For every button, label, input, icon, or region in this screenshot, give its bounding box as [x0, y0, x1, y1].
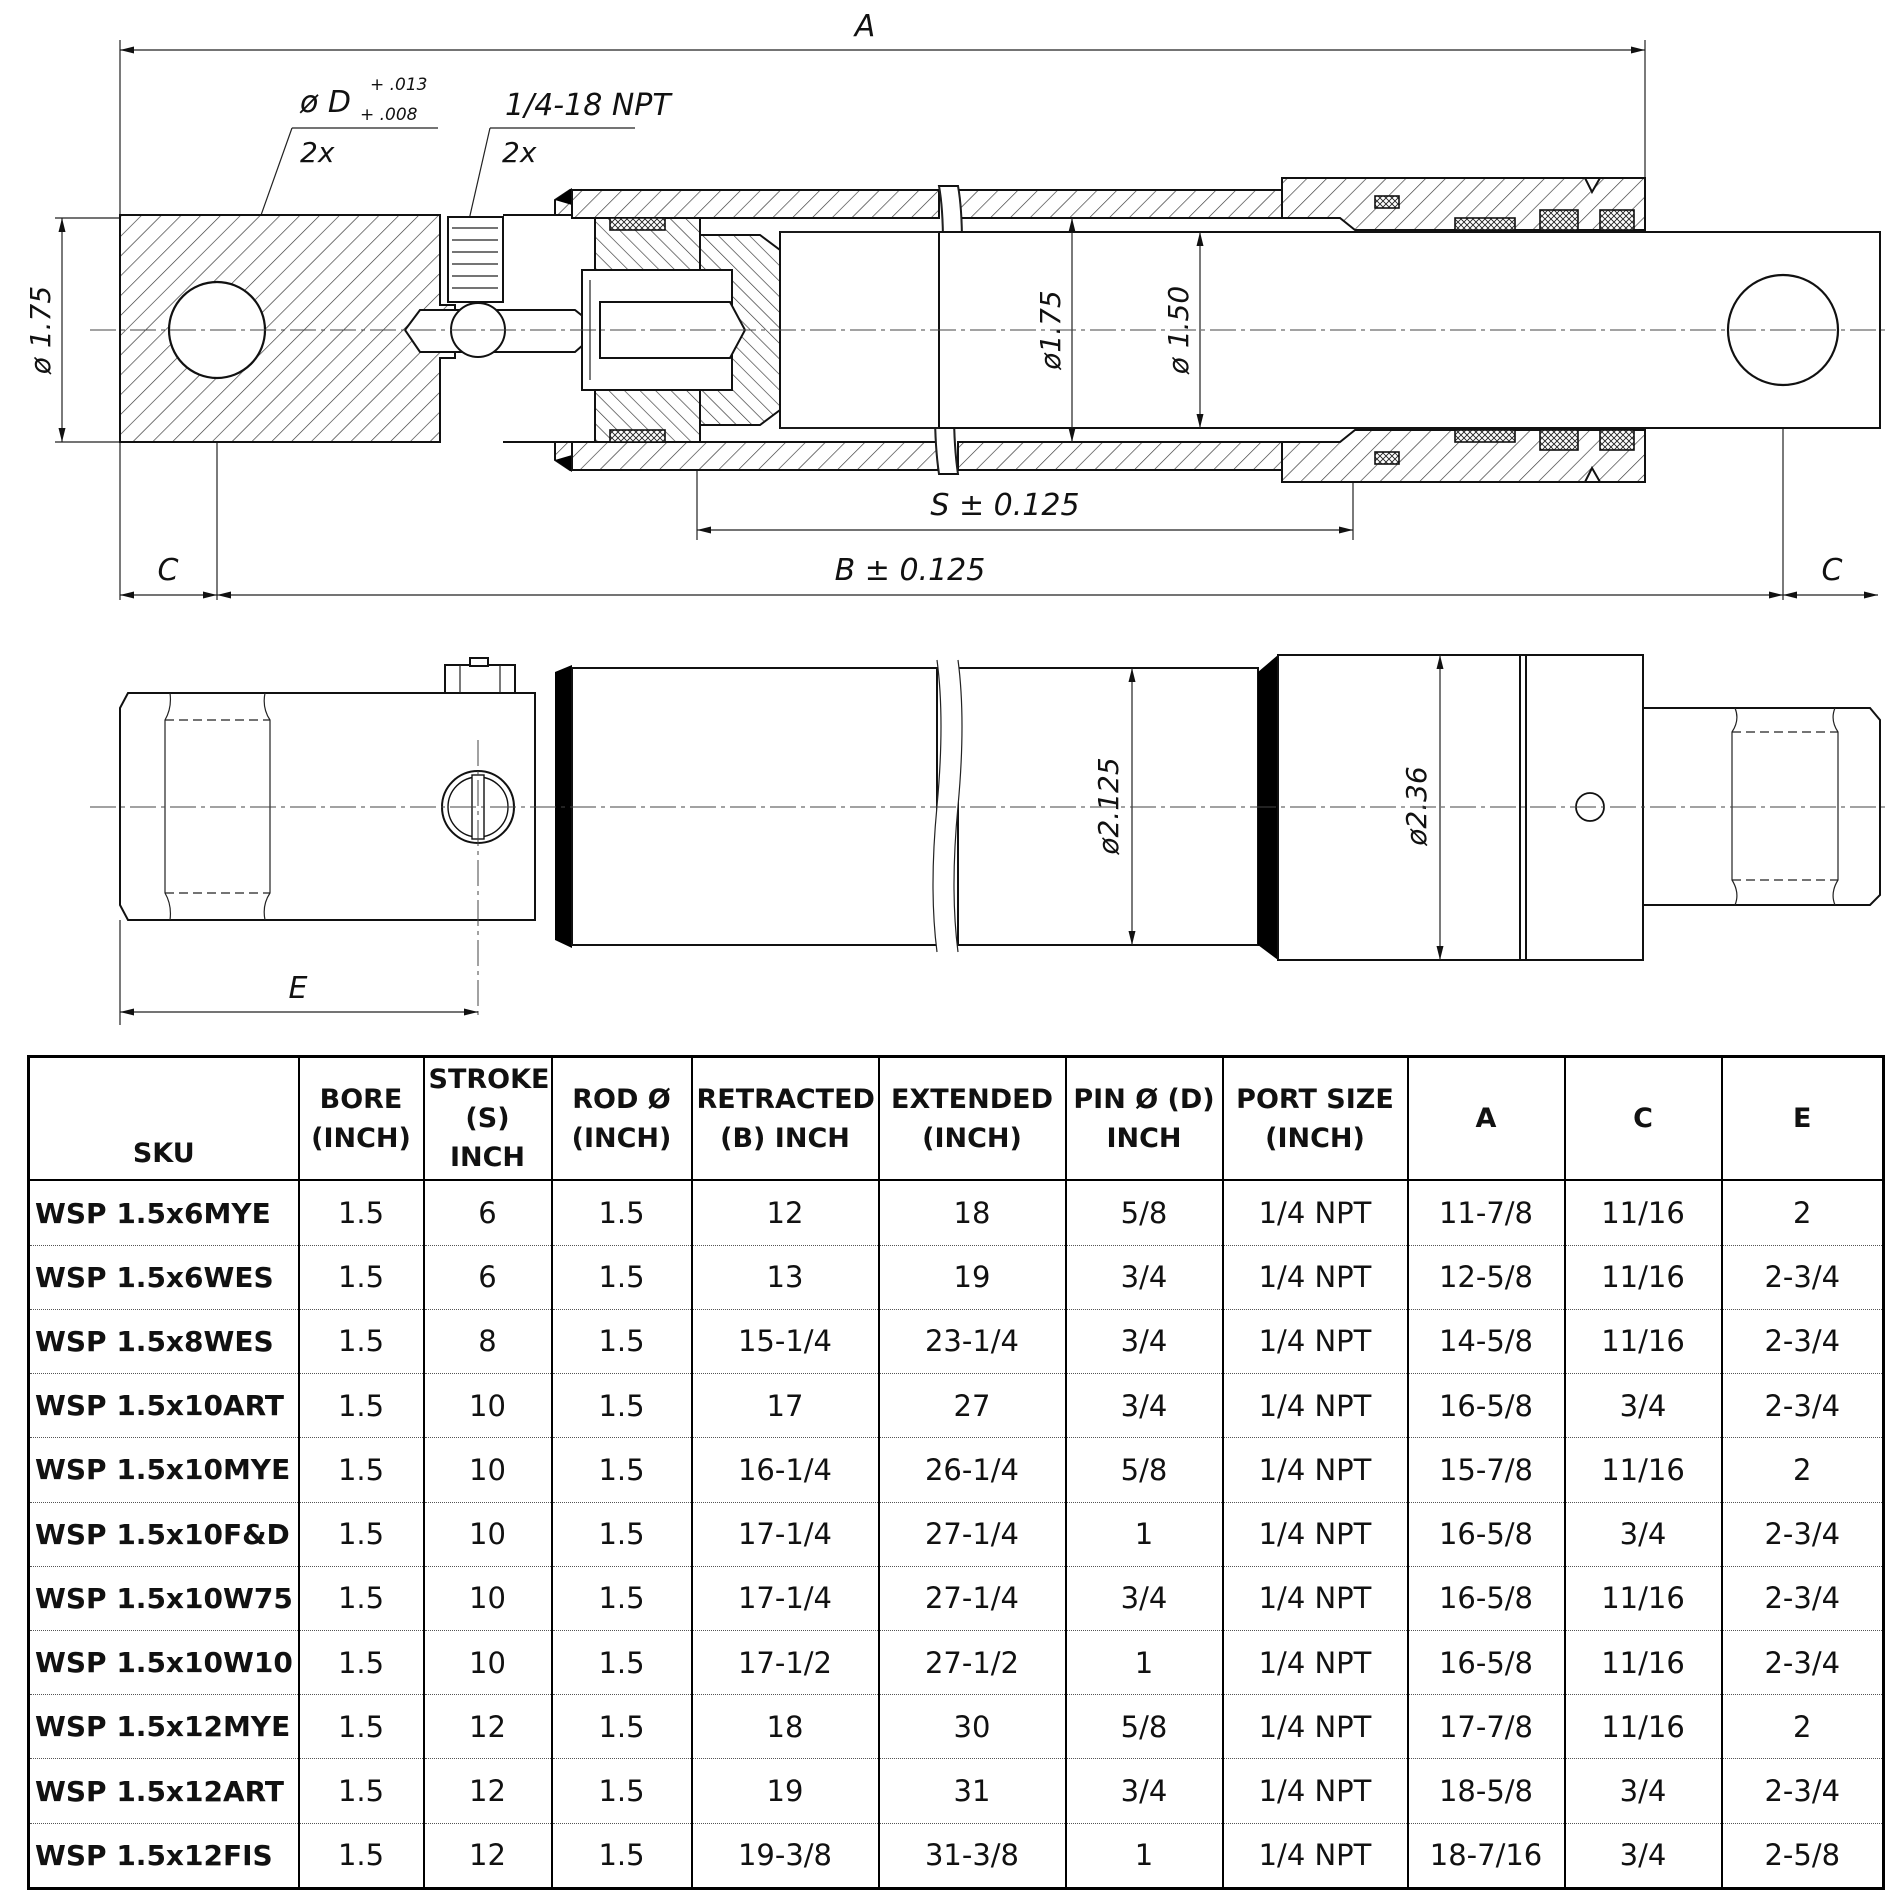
- column-header-text: (INCH): [1265, 1122, 1365, 1154]
- dimension-c-right-label: C: [1821, 553, 1843, 588]
- column-header-text: PIN Ø (D): [1073, 1083, 1215, 1115]
- table-cell: 17-1/4: [692, 1566, 879, 1630]
- table-row: [29, 1245, 1884, 1309]
- pin-tolerance-minus: + .008: [360, 105, 418, 125]
- pin-diameter-label: ø D: [300, 85, 351, 120]
- sku-cell: WSP 1.5x12ART: [29, 1759, 299, 1823]
- table-row: [29, 1309, 1884, 1373]
- table-cell: 10: [424, 1438, 552, 1502]
- table-cell: 5/8: [1066, 1695, 1223, 1759]
- dimension-gland-236: ø2.36: [1400, 766, 1433, 846]
- sku-cell: WSP 1.5x6MYE: [29, 1180, 299, 1245]
- table-cell: 2-3/4: [1722, 1374, 1884, 1438]
- table-cell: 17-1/2: [692, 1630, 879, 1694]
- table-cell: 11/16: [1565, 1566, 1722, 1630]
- table-cell: 1.5: [299, 1759, 424, 1823]
- sku-cell: WSP 1.5x8WES: [29, 1309, 299, 1373]
- table-cell: 1.5: [552, 1438, 692, 1502]
- table-cell: 31: [879, 1759, 1066, 1823]
- table-cell: 2-3/4: [1722, 1309, 1884, 1373]
- table-cell: 27: [879, 1374, 1066, 1438]
- table-cell: 31-3/8: [879, 1823, 1066, 1888]
- table-cell: 1.5: [299, 1374, 424, 1438]
- table-cell: 1.5: [299, 1438, 424, 1502]
- table-cell: 18-7/16: [1408, 1823, 1565, 1888]
- table-cell: 1.5: [552, 1695, 692, 1759]
- table-row: [29, 1502, 1884, 1566]
- column-header: [1223, 1057, 1408, 1181]
- table-cell: 1/4 NPT: [1223, 1566, 1408, 1630]
- table-cell: 10: [424, 1566, 552, 1630]
- table-cell: 15-1/4: [692, 1309, 879, 1373]
- table-cell: 30: [879, 1695, 1066, 1759]
- table-cell: 1.5: [299, 1695, 424, 1759]
- table-cell: 13: [692, 1245, 879, 1309]
- table-cell: 1.5: [299, 1630, 424, 1694]
- table-cell: 2-5/8: [1722, 1823, 1884, 1888]
- table-row: [29, 1438, 1884, 1502]
- table-cell: 12: [424, 1823, 552, 1888]
- table-cell: 18-5/8: [1408, 1759, 1565, 1823]
- table-cell: 1/4 NPT: [1223, 1245, 1408, 1309]
- sku-cell: WSP 1.5x12FIS: [29, 1823, 299, 1888]
- column-header-text: PORT SIZE: [1236, 1083, 1394, 1115]
- table-cell: 18: [879, 1180, 1066, 1245]
- section-view: [24, 9, 1890, 600]
- table-cell: 1.5: [552, 1245, 692, 1309]
- table-cell: 1.5: [299, 1180, 424, 1245]
- table-cell: 16-5/8: [1408, 1630, 1565, 1694]
- table-cell: 2: [1722, 1180, 1884, 1245]
- column-header-text: INCH: [1106, 1122, 1182, 1154]
- table-header-row: [29, 1057, 1884, 1181]
- table-cell: 10: [424, 1502, 552, 1566]
- dimension-rod-150: ø 1.50: [1162, 285, 1195, 375]
- sku-cell: WSP 1.5x12MYE: [29, 1695, 299, 1759]
- table-cell: 1.5: [299, 1823, 424, 1888]
- column-header: [1565, 1057, 1722, 1181]
- table-row: [29, 1630, 1884, 1694]
- table-cell: 1/4 NPT: [1223, 1759, 1408, 1823]
- column-header: [692, 1057, 879, 1181]
- column-header-text: STROKE: [428, 1064, 550, 1095]
- table-cell: 1.5: [552, 1630, 692, 1694]
- column-header-text: E: [1793, 1103, 1812, 1135]
- table-cell: 12: [424, 1759, 552, 1823]
- sku-cell: WSP 1.5x10W75: [29, 1566, 299, 1630]
- column-header-text: (INCH): [571, 1122, 672, 1154]
- table-cell: 1/4 NPT: [1223, 1180, 1408, 1245]
- dimension-e-label: E: [288, 971, 308, 1006]
- table-cell: 10: [424, 1630, 552, 1694]
- table-cell: 1: [1066, 1502, 1223, 1566]
- table-cell: 1.5: [552, 1823, 692, 1888]
- column-header-text: (INCH): [922, 1122, 1022, 1154]
- table-cell: 1/4 NPT: [1223, 1823, 1408, 1888]
- sku-cell: WSP 1.5x10MYE: [29, 1438, 299, 1502]
- table-body: [29, 1180, 1884, 1888]
- table-cell: 18: [692, 1695, 879, 1759]
- dimension-tube-2125: ø2.125: [1092, 757, 1125, 855]
- dimension-stroke-label: S ± 0.125: [930, 488, 1080, 523]
- table-cell: 1/4 NPT: [1223, 1309, 1408, 1373]
- column-header: [1066, 1057, 1223, 1181]
- table-cell: 1.5: [299, 1245, 424, 1309]
- column-header-text: A: [1475, 1103, 1497, 1135]
- table-cell: 2-3/4: [1722, 1566, 1884, 1630]
- dimension-bore-175: ø1.75: [1034, 290, 1067, 370]
- table-cell: 1/4 NPT: [1223, 1630, 1408, 1694]
- table-cell: 3/4: [1565, 1759, 1722, 1823]
- table-row: [29, 1180, 1884, 1245]
- specification-table: [27, 1055, 1885, 1890]
- column-header-text: C: [1633, 1103, 1653, 1135]
- table-cell: 1/4 NPT: [1223, 1502, 1408, 1566]
- table-cell: 11/16: [1565, 1309, 1722, 1373]
- table-cell: 2: [1722, 1695, 1884, 1759]
- table-row: [29, 1374, 1884, 1438]
- table-cell: 5/8: [1066, 1180, 1223, 1245]
- table-cell: 1.5: [552, 1502, 692, 1566]
- table-cell: 16-5/8: [1408, 1374, 1565, 1438]
- dimension-a-label: A: [854, 9, 876, 44]
- table-cell: 19: [692, 1759, 879, 1823]
- table-cell: 2-3/4: [1722, 1759, 1884, 1823]
- column-header: [424, 1057, 552, 1181]
- port-quantity-label: 2x: [502, 136, 537, 169]
- column-header-text: RETRACTED: [696, 1083, 875, 1115]
- table-cell: 3/4: [1565, 1502, 1722, 1566]
- table-cell: 1: [1066, 1823, 1223, 1888]
- table-cell: 12-5/8: [1408, 1245, 1565, 1309]
- sku-cell: WSP 1.5x6WES: [29, 1245, 299, 1309]
- column-header-text: EXTENDED: [891, 1083, 1053, 1115]
- table-cell: 2-3/4: [1722, 1502, 1884, 1566]
- column-header-text: SKU: [132, 1138, 195, 1170]
- table-cell: 23-1/4: [879, 1309, 1066, 1373]
- table-row: [29, 1695, 1884, 1759]
- column-header: [299, 1057, 424, 1181]
- table-cell: 1.5: [552, 1309, 692, 1373]
- table-cell: 12: [424, 1695, 552, 1759]
- table-cell: 11-7/8: [1408, 1180, 1565, 1245]
- pin-tolerance-plus: + .013: [370, 75, 428, 95]
- table-cell: 26-1/4: [879, 1438, 1066, 1502]
- table-cell: 11/16: [1565, 1695, 1722, 1759]
- dimension-retracted-label: B ± 0.125: [834, 553, 986, 588]
- column-header: [1408, 1057, 1565, 1181]
- table-cell: 11/16: [1565, 1438, 1722, 1502]
- table-cell: 1.5: [552, 1566, 692, 1630]
- tube-wall-bottom: [572, 442, 939, 470]
- column-header-text: (S) INCH: [449, 1103, 526, 1174]
- table-cell: 2: [1722, 1438, 1884, 1502]
- exterior-view: [90, 655, 1890, 1025]
- pin-quantity-label: 2x: [300, 136, 335, 169]
- table-row: [29, 1759, 1884, 1823]
- column-header-text: (B) INCH: [720, 1122, 850, 1154]
- column-header-text: ROD Ø: [572, 1083, 671, 1115]
- tube-wall-top: [572, 190, 939, 218]
- table-cell: 17-1/4: [692, 1502, 879, 1566]
- table-cell: 19: [879, 1245, 1066, 1309]
- table-cell: 3/4: [1565, 1823, 1722, 1888]
- sku-cell: WSP 1.5x10F&D: [29, 1502, 299, 1566]
- table-cell: 1.5: [299, 1566, 424, 1630]
- sku-cell: WSP 1.5x10W10: [29, 1630, 299, 1694]
- table-cell: 1: [1066, 1630, 1223, 1694]
- table-cell: 19-3/8: [692, 1823, 879, 1888]
- table-row: [29, 1823, 1884, 1888]
- table-cell: 10: [424, 1374, 552, 1438]
- table-cell: 16-5/8: [1408, 1502, 1565, 1566]
- table-cell: 6: [424, 1180, 552, 1245]
- table-cell: 6: [424, 1245, 552, 1309]
- column-header: [552, 1057, 692, 1181]
- table-cell: 3/4: [1066, 1374, 1223, 1438]
- table-cell: 2-3/4: [1722, 1245, 1884, 1309]
- table-cell: 1.5: [552, 1374, 692, 1438]
- table-cell: 16-1/4: [692, 1438, 879, 1502]
- dimension-dia-175-left: ø 1.75: [24, 285, 57, 375]
- table-cell: 1/4 NPT: [1223, 1695, 1408, 1759]
- table-cell: 11/16: [1565, 1245, 1722, 1309]
- table-cell: 17-7/8: [1408, 1695, 1565, 1759]
- column-header: [29, 1057, 299, 1181]
- table-cell: 11/16: [1565, 1630, 1722, 1694]
- port-thread-label: 1/4-18 NPT: [505, 88, 671, 123]
- column-header-text: (INCH): [311, 1122, 411, 1154]
- table-row: [29, 1566, 1884, 1630]
- table-cell: 3/4: [1066, 1566, 1223, 1630]
- table-cell: 27-1/4: [879, 1502, 1066, 1566]
- table-cell: 1.5: [299, 1309, 424, 1373]
- table-cell: 15-7/8: [1408, 1438, 1565, 1502]
- dimension-c-left-label: C: [157, 553, 179, 588]
- table-cell: 11/16: [1565, 1180, 1722, 1245]
- table-cell: 3/4: [1066, 1245, 1223, 1309]
- table-cell: 27-1/4: [879, 1566, 1066, 1630]
- table-cell: 12: [692, 1180, 879, 1245]
- table-cell: 1.5: [299, 1502, 424, 1566]
- table-cell: 3/4: [1066, 1309, 1223, 1373]
- table-cell: 17: [692, 1374, 879, 1438]
- table-cell: 5/8: [1066, 1438, 1223, 1502]
- table-cell: 1/4 NPT: [1223, 1374, 1408, 1438]
- table-cell: 8: [424, 1309, 552, 1373]
- table-cell: 16-5/8: [1408, 1566, 1565, 1630]
- table-cell: 1.5: [552, 1759, 692, 1823]
- table-cell: 2-3/4: [1722, 1630, 1884, 1694]
- sku-cell: WSP 1.5x10ART: [29, 1374, 299, 1438]
- table-cell: 14-5/8: [1408, 1309, 1565, 1373]
- table-cell: 1/4 NPT: [1223, 1438, 1408, 1502]
- column-header: [879, 1057, 1066, 1181]
- table-cell: 3/4: [1066, 1759, 1223, 1823]
- table-cell: 27-1/2: [879, 1630, 1066, 1694]
- column-header: [1722, 1057, 1884, 1181]
- table-cell: 3/4: [1565, 1374, 1722, 1438]
- column-header-text: BORE: [319, 1083, 403, 1115]
- table-cell: 1.5: [552, 1180, 692, 1245]
